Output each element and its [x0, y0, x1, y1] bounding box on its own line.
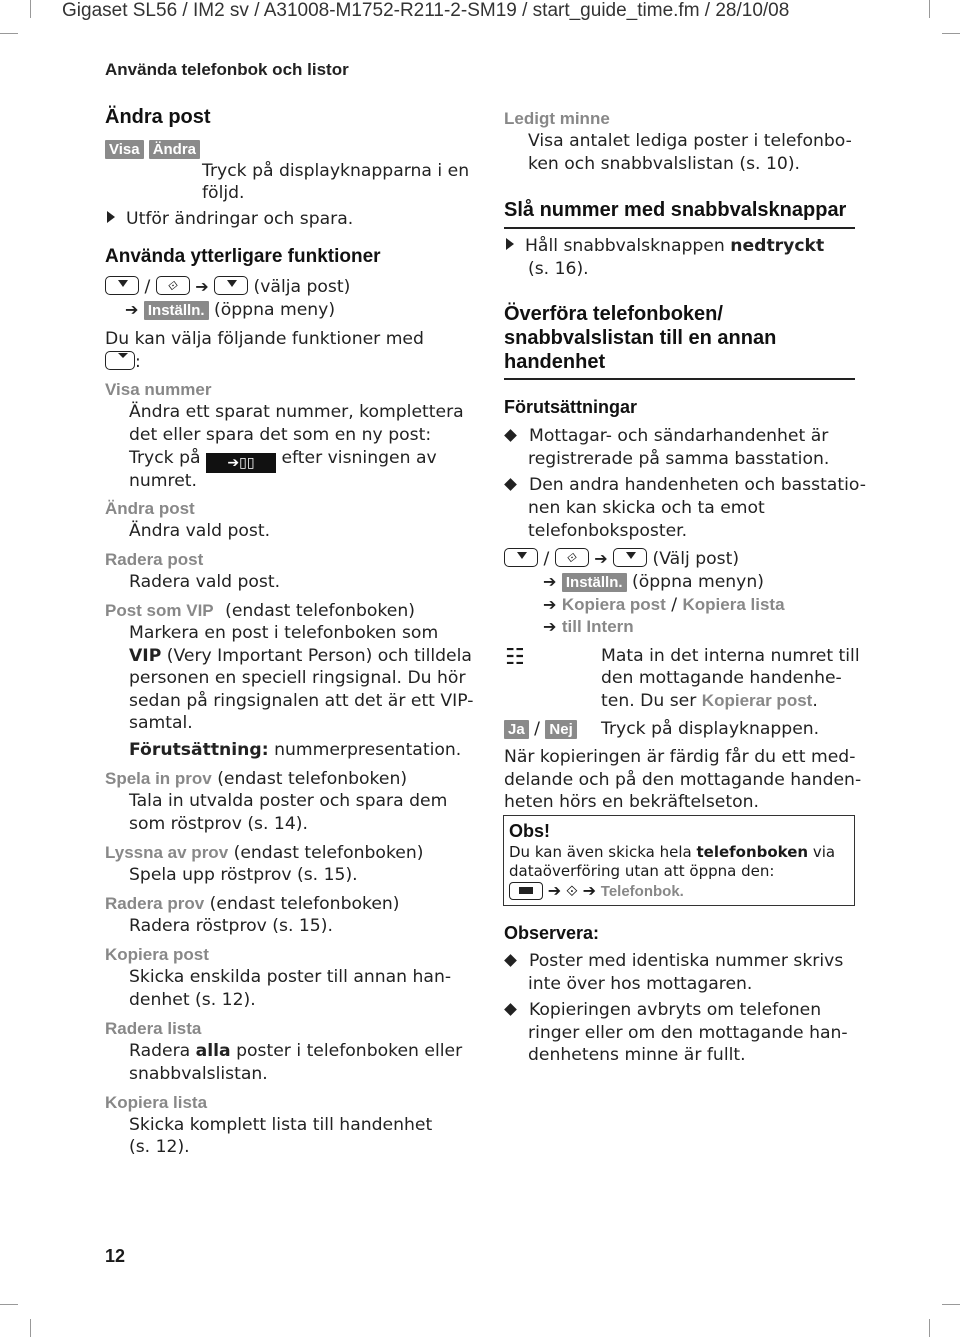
speed-dial-heading: Slå nummer med snabbvalsknappar	[504, 199, 847, 221]
enter-number-1: Mata in det interna numret till	[601, 646, 860, 666]
nav-down-icon	[504, 548, 538, 567]
nav-down-icon	[105, 276, 139, 295]
bullet-arrow-icon	[506, 238, 514, 250]
copying-status: Kopierar post	[701, 691, 813, 710]
visa-key: Visa	[105, 140, 144, 159]
transfer-copy-line	[543, 594, 785, 617]
crop-mark	[30, 0, 31, 18]
andra-post-desc: Ändra vald post.	[129, 521, 271, 541]
heading-rule	[504, 227, 855, 229]
spela-in-line	[105, 768, 407, 791]
transfer-select-line	[504, 548, 739, 571]
visa-nummer-after: efter visningen av	[281, 448, 437, 468]
separator: /	[144, 277, 151, 297]
edit-bullet-text: Utför ändringar och spara.	[126, 209, 354, 229]
enter-number-3-before: ten. Du ser	[601, 691, 697, 711]
note-title: Obs!	[509, 821, 551, 841]
vip-req-text: nummerpresentation.	[274, 740, 462, 760]
copy-list-option: Kopiera lista	[682, 595, 785, 614]
ja-key: Ja	[504, 720, 529, 739]
option-radera-post: Radera post	[105, 550, 204, 569]
observera-2-text: Kopieringen avbryts om telefonen	[529, 1000, 822, 1020]
vip-desc-2	[129, 645, 472, 668]
req-2-text: Den andra handenheten och basstatio-	[529, 475, 866, 495]
bullet-diamond-icon	[504, 478, 517, 491]
bullet-diamond-icon	[504, 429, 517, 442]
enter-number-2: den mottagande handenhe-	[601, 668, 842, 688]
radera-prov-desc: Radera röstprov (s. 15).	[129, 916, 333, 936]
crop-mark	[30, 1319, 31, 1337]
keypad-icon: ☷	[505, 645, 525, 670]
crop-mark	[0, 33, 18, 34]
radera-lista-desc-1	[129, 1040, 462, 1063]
select-post-line	[105, 276, 350, 299]
radera-prov-line	[105, 893, 400, 916]
separator: /	[671, 595, 678, 615]
arrow-icon: ➔	[547, 881, 562, 900]
option-kopiera-post: Kopiera post	[105, 945, 209, 964]
enter-number-3-after: .	[812, 691, 818, 711]
edit-instruction-2: följd.	[202, 183, 245, 203]
phonebook-add-icon: ➔▯▯	[206, 453, 276, 473]
menu-key-icon: ⟐	[565, 882, 578, 900]
radera-lista-desc-2: snabbvalslistan.	[129, 1064, 268, 1084]
installn-key: Inställn.	[144, 301, 209, 320]
kopiera-post-desc-2: denhet (s. 12).	[129, 990, 256, 1010]
note-line-1-before: Du kan även skicka hela	[509, 843, 692, 861]
option-ledigt-minne: Ledigt minne	[504, 109, 610, 128]
option-radera-prov: Radera prov	[105, 894, 205, 913]
req-1-text: Mottagar- och sändarhandenhet är	[529, 426, 829, 446]
andra-key: Ändra	[149, 140, 200, 159]
edit-bullet	[107, 208, 353, 231]
intro-line: Du kan välja följande funktioner med	[105, 329, 424, 349]
bullet-arrow-icon	[107, 211, 115, 223]
radera-prov-note: (endast telefonboken)	[209, 894, 400, 914]
edit-instruction-1: Tryck på displayknapparna i en	[202, 161, 470, 181]
crop-mark	[929, 1319, 930, 1337]
crop-mark	[929, 0, 930, 18]
arrow-icon: ➔	[125, 300, 139, 319]
option-andra-post: Ändra post	[105, 499, 195, 518]
select-post-text: (välja post)	[253, 277, 351, 297]
speed-bullet-text: Håll snabbvalsknappen	[525, 236, 725, 256]
edit-keys	[105, 139, 200, 159]
arrow-icon: ➔	[195, 277, 209, 296]
transfer-heading-2: snabbvalslistan till en annan	[504, 327, 777, 349]
observera-1	[504, 950, 843, 973]
option-kopiera-lista: Kopiera lista	[105, 1093, 208, 1112]
talk-key-icon	[509, 882, 543, 900]
done-2: delande och på den mottagande handen-	[504, 770, 862, 790]
transfer-heading-1: Överföra telefonboken/	[504, 303, 723, 325]
crop-mark	[0, 1304, 18, 1305]
done-3: heten hörs en bekräftelseton.	[504, 792, 759, 812]
observera-1-text: Poster med identiska nummer skrivs	[529, 951, 844, 971]
vip-requirement	[129, 739, 461, 762]
radera-lista-bold: alla	[195, 1041, 231, 1061]
visa-nummer-desc-2: det eller spara det som en ny post:	[129, 425, 432, 445]
done-1: När kopieringen är färdig får du ett med-	[504, 747, 856, 767]
heading-rule	[504, 378, 855, 380]
arrow-icon: ➔	[543, 595, 557, 614]
bullet-diamond-icon	[504, 954, 517, 967]
open-menu-text: (öppna menyn)	[632, 572, 764, 592]
observera-2-line-3: denhetens minne är fullt.	[528, 1045, 746, 1065]
speed-bullet-bold: nedtryckt	[730, 236, 825, 256]
req-2	[504, 474, 866, 497]
intro-line-2	[105, 351, 141, 374]
menu-key-icon: ⟐	[156, 276, 190, 295]
open-menu-line	[125, 299, 335, 322]
page-number: 12	[105, 1246, 126, 1266]
option-radera-lista: Radera lista	[105, 1019, 202, 1038]
bullet-diamond-icon	[504, 1003, 517, 1016]
to-intern-option: till Intern	[561, 617, 634, 636]
spela-in-note: (endast telefonboken)	[217, 769, 408, 789]
visa-nummer-desc-4: numret.	[129, 471, 197, 491]
speed-bullet-2: (s. 16).	[528, 259, 589, 279]
edit-post-heading: Ändra post	[105, 106, 211, 128]
open-menu-text: (öppna meny)	[214, 300, 336, 320]
req-1	[504, 425, 828, 448]
nej-key: Nej	[545, 720, 576, 739]
option-lyssna-av-prov: Lyssna av prov	[105, 843, 229, 862]
lyssna-note: (endast telefonboken)	[233, 843, 424, 863]
more-functions-heading: Använda ytterligare funktioner	[105, 246, 381, 267]
observera-2	[504, 999, 821, 1022]
observera-1-line-2: inte över hos mottagaren.	[528, 974, 753, 994]
enter-number-3	[601, 690, 818, 713]
installn-key: Inställn.	[562, 573, 627, 592]
transfer-heading-3: handenhet	[504, 351, 606, 373]
observera-heading: Observera:	[504, 923, 600, 943]
colon: :	[135, 352, 141, 372]
req-2-line-3: telefonboksposter.	[528, 521, 688, 541]
nav-down-icon	[613, 548, 647, 567]
crop-mark	[942, 1304, 960, 1305]
radera-lista-before: Radera	[129, 1041, 191, 1061]
visa-nummer-before: Tryck på	[129, 448, 201, 468]
select-post-text: (Välj post)	[652, 549, 740, 569]
req-2-line-2: nen kan skicka och ta emot	[528, 498, 765, 518]
vip-word: VIP	[129, 646, 162, 666]
vip-note: (endast telefonboken)	[225, 601, 415, 621]
vip-req-label: Förutsättning:	[129, 740, 269, 760]
crop-mark	[942, 33, 960, 34]
note-line-1-after: via	[812, 843, 836, 861]
ledigt-desc-2: ken och snabbvalslistan (s. 10).	[528, 154, 800, 174]
kopiera-lista-desc-1: Skicka komplett lista till handenhet	[129, 1115, 433, 1135]
note-line-2: dataöverföring utan att öppna den:	[509, 862, 775, 880]
observera-2-line-2: ringer eller om den mottagande han-	[528, 1023, 848, 1043]
visa-nummer-desc-1: Ändra ett sparat nummer, komplettera	[129, 402, 464, 422]
ledigt-desc-1: Visa antalet lediga poster i telefonbo-	[528, 131, 852, 151]
kopiera-post-desc-1: Skicka enskilda poster till annan han-	[129, 967, 452, 987]
vip-desc-3: personen en speciell ringsignal. Du hör	[129, 668, 466, 688]
note-line-1	[509, 843, 835, 862]
lyssna-line	[105, 842, 423, 865]
vip-option-line	[105, 600, 415, 623]
arrow-icon: ➔	[594, 549, 608, 568]
note-line-1-bold: telefonboken	[696, 843, 809, 861]
transfer-menu-line	[543, 571, 764, 594]
arrow-icon: ➔	[543, 617, 557, 636]
separator: /	[534, 719, 540, 739]
vip-desc-5: samtal.	[129, 713, 193, 733]
arrow-icon: ➔	[543, 572, 557, 591]
note-line-3	[509, 881, 684, 900]
chapter-title: Använda telefonbok och listor	[105, 60, 349, 79]
vip-desc-2-text: (Very Important Person) och tilldela	[166, 646, 472, 666]
transfer-intern-line	[543, 616, 634, 639]
option-vip: Post som VIP	[105, 601, 214, 620]
arrow-icon: ➔	[582, 881, 596, 900]
option-visa-nummer: Visa nummer	[105, 380, 212, 399]
option-spela-in-prov: Spela in prov	[105, 769, 212, 788]
page-header: Gigaset SL56 / IM2 sv / A31008-M1752-R211-2-SM19 / start_guide_time.fm / 28/10/08	[62, 0, 790, 21]
radera-post-desc: Radera vald post.	[129, 572, 281, 592]
req-1-line-2: registrerade på samma basstation.	[528, 449, 830, 469]
lyssna-desc: Spela upp röstprov (s. 15).	[129, 865, 358, 885]
press-display-key: Tryck på displayknappen.	[601, 719, 820, 739]
vip-desc-1: Markera en post i telefonboken som	[129, 623, 439, 643]
ja-nej-line	[504, 718, 577, 741]
requirements-heading: Förutsättningar	[504, 397, 637, 417]
menu-key-icon: ⟐	[555, 548, 589, 567]
separator: /	[543, 549, 550, 569]
radera-lista-after: poster i telefonboken eller	[236, 1041, 463, 1061]
spela-in-desc-1: Tala in utvalda poster och spara dem	[129, 791, 448, 811]
copy-post-option: Kopiera post	[561, 595, 666, 614]
spela-in-desc-2: som röstprov (s. 14).	[129, 814, 308, 834]
nav-updown-icon	[105, 351, 135, 370]
nav-down-icon	[214, 276, 248, 295]
phonebook-option: Telefonbok.	[600, 883, 684, 900]
vip-desc-4: sedan på ringsignalen att det är ett VIP-	[129, 691, 474, 711]
kopiera-lista-desc-2: (s. 12).	[129, 1137, 190, 1157]
speed-bullet	[506, 235, 824, 258]
